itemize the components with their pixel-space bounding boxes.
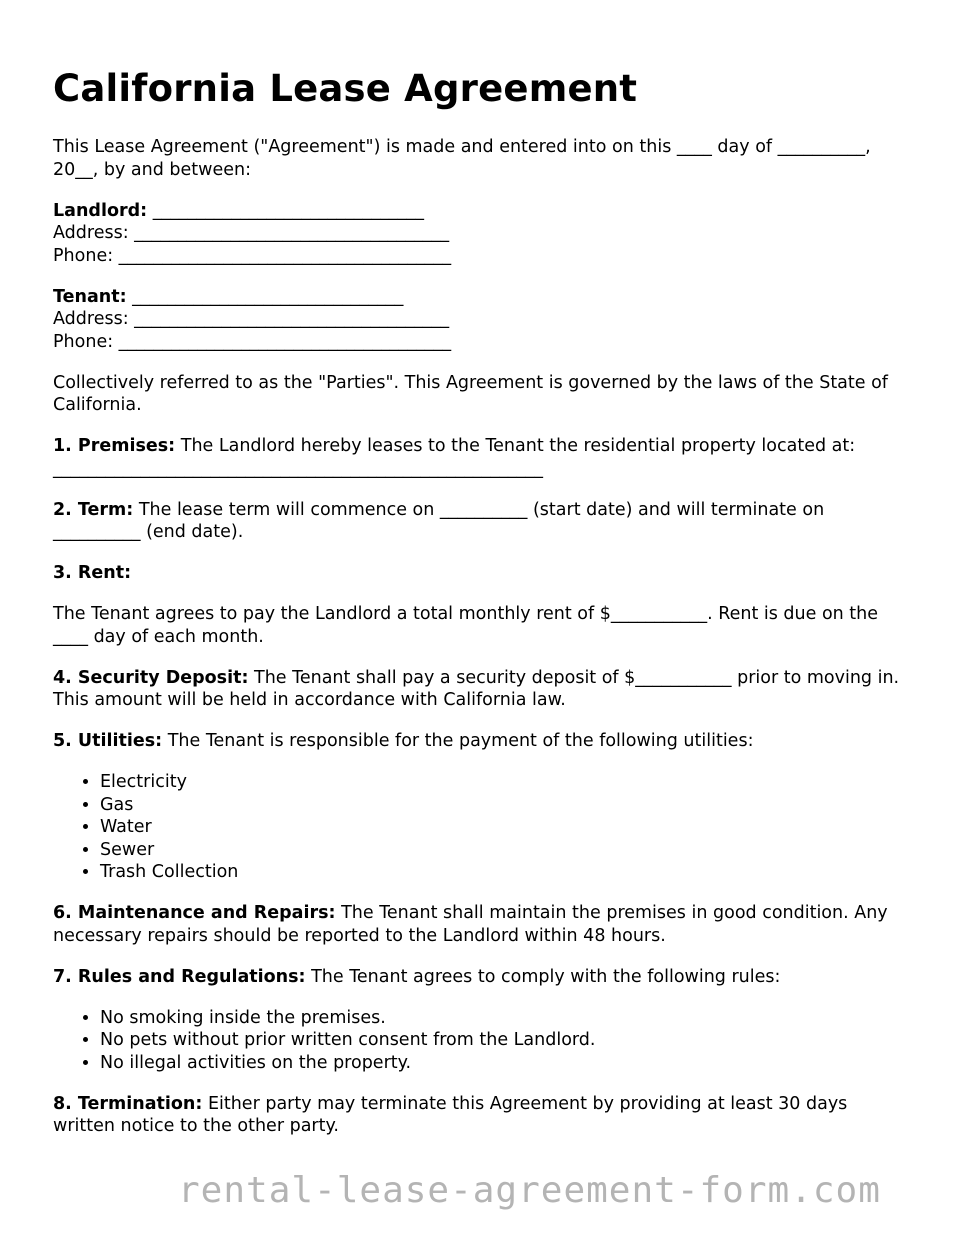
utilities-section <box>53 730 913 753</box>
list-item: • Gas <box>100 794 913 817</box>
landlord-name-blank: _______________________________ <box>147 200 424 221</box>
parties-paragraph: Collectively referred to as the "Parties". This Agreement is governed by the laws of the State of California. <box>53 372 888 415</box>
deposit-heading: 4. Security Deposit: <box>53 667 249 688</box>
premises-heading: 1. Premises: <box>53 436 176 456</box>
termination-heading: 8. Termination: <box>53 1093 203 1114</box>
tenant-phone-line: Phone: ______________________________________ <box>53 331 452 352</box>
list-item: • Trash Collection <box>100 861 913 884</box>
deposit-text: The Tenant shall pay a security deposit of $___________ prior to moving in. This amount will be held in accordance with California law. <box>53 667 900 710</box>
deposit-section <box>53 667 913 712</box>
tenant-address-line: Address: ____________________________________ <box>53 309 450 329</box>
list-item: • Electricity <box>100 771 913 794</box>
rules-text: The Tenant agrees to comply with the following rules: <box>305 966 781 987</box>
tenant-name-blank: _______________________________ <box>126 286 404 307</box>
rent-text: The Tenant agrees to pay the Landlord a total monthly rent of $___________. Rent is due on the ____ day of each month. <box>53 604 879 647</box>
tenant-block <box>53 286 913 354</box>
utilities-heading: 5. Utilities: <box>53 731 163 751</box>
landlord-label: Landlord: <box>53 200 148 221</box>
landlord-address-line: Address: ____________________________________ <box>53 223 450 243</box>
document-title: California Lease Agreement <box>53 67 638 110</box>
maintenance-text: The Tenant shall maintain the premises in good condition. Any necessary repairs should be reported to the Landlord within 48 hours. <box>53 903 888 946</box>
intro-paragraph: This Lease Agreement ("Agreement") is made and entered into on this ____ day of __________, 20__, by and between: <box>53 137 871 180</box>
landlord-phone-line: Phone: ______________________________________ <box>53 245 452 266</box>
utilities-list <box>53 771 913 884</box>
list-item: • No smoking inside the premises. <box>100 1007 913 1030</box>
termination-text: Either party may terminate this Agreement by providing at least 30 days written notice to the other party. <box>53 1093 848 1136</box>
landlord-block <box>53 200 913 268</box>
termination-section <box>53 1093 913 1138</box>
rules-section <box>53 966 913 989</box>
term-heading: 2. Term: <box>53 499 134 520</box>
premises-address-blank: ________________________________________________________ <box>53 458 543 479</box>
maintenance-heading: 6. Maintenance and Repairs: <box>53 903 336 923</box>
term-text: The lease term will commence on __________ (start date) and will terminate on __________ (end date). <box>53 499 825 542</box>
list-item: • Water <box>100 816 913 839</box>
premises-text: 1. Premises: The Landlord hereby leases to the Tenant the residential property located at: <box>53 436 856 456</box>
utilities-text: The Tenant is responsible for the payment of the following utilities: <box>162 731 754 751</box>
rent-heading: 3. Rent: <box>53 563 132 583</box>
list-item: • No illegal activities on the property. <box>100 1052 913 1075</box>
term-section <box>53 499 913 544</box>
tenant-label: Tenant: <box>53 286 127 307</box>
list-item: • No pets without prior written consent from the Landlord. <box>100 1029 913 1052</box>
lease-document <box>53 64 913 1156</box>
list-item: • Sewer <box>100 839 913 862</box>
rules-heading: 7. Rules and Regulations: <box>53 966 306 987</box>
watermark: rental-lease-agreement-form.com <box>178 1170 881 1211</box>
rules-list <box>53 1007 913 1075</box>
landlord-name-line <box>53 200 913 223</box>
premises-section <box>53 435 913 480</box>
tenant-name-line <box>53 286 913 309</box>
maintenance-section <box>53 902 913 947</box>
